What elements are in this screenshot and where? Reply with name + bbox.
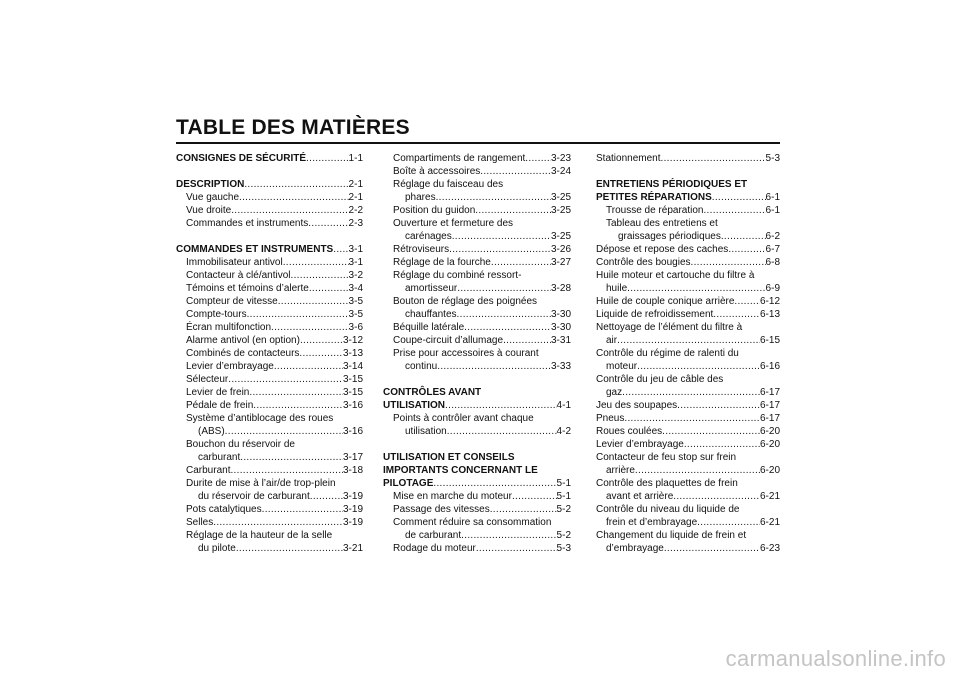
- toc-page-number: 3-1: [348, 244, 363, 255]
- toc-page-number: 5-1: [556, 491, 571, 502]
- title-rule: [176, 142, 780, 144]
- watermark: carmanualsonline.info: [725, 646, 946, 671]
- toc-entry-title: Compteur de vitesse: [186, 296, 278, 307]
- toc-entry-title: air: [606, 335, 618, 346]
- toc-dot-leader: [333, 243, 348, 256]
- toc-entry[interactable]: [176, 243, 363, 256]
- toc-page-number: 3-5: [348, 309, 363, 320]
- toc-entry[interactable]: [383, 152, 571, 165]
- toc-dot-leader: [490, 503, 557, 516]
- toc-dot-leader: [684, 438, 760, 451]
- toc-page-number: 3-31: [550, 335, 571, 346]
- toc-entry[interactable]: [176, 308, 363, 321]
- toc-page-number: 3-19: [342, 504, 363, 515]
- toc-entry-title: d’embrayage: [606, 543, 664, 554]
- toc-entry-title: Dépose et repose des caches: [596, 244, 729, 255]
- toc-page-number: 3-26: [550, 244, 571, 255]
- toc-page-number: 5-1: [556, 478, 571, 489]
- toc-entry-text-line: Contrôle du régime de ralenti du: [596, 348, 739, 359]
- toc-page-number: 3-14: [342, 361, 363, 372]
- toc-page-number: 2-2: [348, 205, 363, 216]
- toc-page-number: 6-12: [759, 296, 780, 307]
- toc-entry[interactable]: [176, 295, 363, 308]
- toc-dot-leader: [637, 360, 760, 373]
- toc-entry[interactable]: [176, 490, 363, 503]
- toc-entry[interactable]: [176, 386, 363, 399]
- toc-entry[interactable]: [176, 204, 363, 217]
- toc-entry-title: UTILISATION: [383, 400, 446, 411]
- toc-entry[interactable]: [596, 295, 780, 308]
- toc-entry-text-line: Réglage de la hauteur de la selle: [186, 530, 333, 541]
- toc-dot-leader: [244, 178, 348, 191]
- toc-entry[interactable]: [383, 529, 571, 542]
- toc-entry-title: de carburant: [405, 530, 462, 541]
- toc-page-number: 3-5: [348, 296, 363, 307]
- toc-page-number: 6-16: [759, 361, 780, 372]
- toc-entry[interactable]: [383, 477, 571, 490]
- toc-page-number: 3-30: [550, 309, 571, 320]
- toc-entry[interactable]: [176, 451, 363, 464]
- toc-entry-text-line: Changement du liquide de frein et: [596, 530, 747, 541]
- toc-dot-leader: [310, 490, 343, 503]
- toc-entry-title: Selles: [186, 517, 214, 528]
- toc-page-number: 3-28: [550, 283, 571, 294]
- toc-page-number: 3-13: [342, 348, 363, 359]
- toc-entry-title: Levier d’embrayage: [596, 439, 684, 450]
- toc-dot-leader: [239, 191, 349, 204]
- toc-dot-leader: [475, 204, 551, 217]
- toc-entry-title: Trousse de réparation: [606, 205, 704, 216]
- toc-entry[interactable]: [176, 464, 363, 477]
- toc-dot-leader: [697, 516, 760, 529]
- toc-dot-leader: [225, 425, 343, 438]
- toc-entry-title: Réglage de la fourche: [393, 257, 491, 268]
- toc-page-number: 6-1: [765, 205, 780, 216]
- toc-page-number: 3-27: [550, 257, 571, 268]
- toc-page-number: 6-23: [759, 543, 780, 554]
- toc-page-number: 5-3: [765, 153, 780, 164]
- toc-page-number: 5-2: [556, 530, 571, 541]
- toc-entry-title: Boîte à accessoires: [393, 166, 481, 177]
- toc-page-number: 3-1: [348, 257, 363, 268]
- toc-page-number: 3-12: [342, 335, 363, 346]
- toc-entry-title: frein et d’embrayage: [606, 517, 698, 528]
- toc-page-number: 3-15: [342, 387, 363, 398]
- toc-entry-text-line: Huile moteur et cartouche du filtre à: [596, 270, 755, 281]
- toc-entry-title: utilisation: [405, 426, 447, 437]
- toc-entry[interactable]: [176, 516, 363, 529]
- toc-page-number: 6-13: [759, 309, 780, 320]
- toc-entry[interactable]: [176, 256, 363, 269]
- toc-entry[interactable]: [176, 269, 363, 282]
- toc-column-1: [176, 152, 363, 555]
- toc-entry-title: amortisseur: [405, 283, 458, 294]
- toc-page-number: 3-4: [348, 283, 363, 294]
- toc-dot-leader: [712, 191, 766, 204]
- toc-page-number: 6-1: [765, 192, 780, 203]
- toc-page-number: 3-18: [342, 465, 363, 476]
- toc-page-number: 3-16: [342, 426, 363, 437]
- toc-entry[interactable]: [383, 503, 571, 516]
- toc-page-number: 2-1: [348, 192, 363, 203]
- toc-dot-leader: [274, 360, 343, 373]
- toc-entry[interactable]: [176, 178, 363, 191]
- toc-dot-leader: [447, 425, 557, 438]
- toc-entry[interactable]: [596, 191, 780, 204]
- toc-entry[interactable]: [176, 360, 363, 373]
- toc-entry[interactable]: [596, 334, 780, 347]
- toc-entry-title: carénages: [405, 231, 452, 242]
- toc-entry-title: PILOTAGE: [383, 478, 434, 489]
- toc-dot-leader: [230, 464, 343, 477]
- toc-entry[interactable]: [596, 438, 780, 451]
- toc-entry-title: Roues coulées: [596, 426, 663, 437]
- toc-entry[interactable]: [383, 191, 571, 204]
- toc-page-number: 6-21: [759, 517, 780, 528]
- toc-page-number: 5-3: [556, 543, 571, 554]
- toc-dot-leader: [271, 321, 349, 334]
- toc-dot-leader: [433, 477, 556, 490]
- toc-entry-text-line: Ouverture et fermeture des: [393, 218, 514, 229]
- toc-dot-leader: [464, 321, 551, 334]
- toc-column-2: [383, 152, 571, 555]
- toc-dot-leader: [713, 308, 760, 321]
- toc-entry[interactable]: [383, 165, 571, 178]
- toc-dot-leader: [664, 542, 760, 555]
- toc-entry[interactable]: [383, 321, 571, 334]
- toc-page-number: 3-25: [550, 205, 571, 216]
- toc-dot-leader: [476, 542, 557, 555]
- toc-dot-leader: [436, 191, 551, 204]
- toc-entry-title: graissages périodiques: [618, 231, 721, 242]
- toc-entry-text-line: Système d’antiblocage des roues: [186, 413, 334, 424]
- toc-page-number: 3-23: [550, 153, 571, 164]
- toc-page-number: 6-20: [759, 465, 780, 476]
- toc-entry-text-line: Contrôle du niveau du liquide de: [596, 504, 740, 515]
- toc-entry-title: Pédale de frein: [186, 400, 254, 411]
- toc-page-number: 3-16: [342, 400, 363, 411]
- toc-entry[interactable]: [176, 191, 363, 204]
- toc-entry-text-line: Tableau des entretiens et: [606, 218, 718, 229]
- toc-entry[interactable]: [596, 204, 780, 217]
- toc-entry[interactable]: [596, 490, 780, 503]
- toc-entry-title: Position du guidon: [393, 205, 476, 216]
- toc-entry-title: continu: [405, 361, 438, 372]
- toc-page-number: 3-30: [550, 322, 571, 333]
- toc-entry[interactable]: [176, 399, 363, 412]
- toc-dot-leader: [491, 256, 551, 269]
- page-title: TABLE DES MATIÈRES: [176, 116, 410, 139]
- toc-entry-text-line: Réglage du combiné ressort-: [393, 270, 522, 281]
- toc-page-number: 6-21: [759, 491, 780, 502]
- toc-page-number: 6-17: [759, 400, 780, 411]
- toc-entry-title: Stationnement: [596, 153, 661, 164]
- toc-entry[interactable]: [176, 542, 363, 555]
- toc-entry-text-line: Bouchon du réservoir de: [186, 439, 295, 450]
- toc-entry-title: Écran multifonction: [186, 322, 272, 333]
- toc-entry-title: Levier de frein: [186, 387, 250, 398]
- toc-entry[interactable]: [383, 308, 571, 321]
- toc-entry[interactable]: [383, 204, 571, 217]
- toc-dot-leader: [278, 295, 349, 308]
- toc-dot-leader: [452, 230, 551, 243]
- toc-entry-title: DESCRIPTION: [176, 179, 245, 190]
- toc-entry[interactable]: [596, 386, 780, 399]
- toc-entry-text-line: ENTRETIENS PÉRIODIQUES ET: [596, 179, 748, 190]
- toc-dot-leader: [300, 334, 343, 347]
- toc-dot-leader: [299, 347, 343, 360]
- toc-entry-title: Levier d’embrayage: [186, 361, 274, 372]
- toc-dot-leader: [622, 386, 760, 399]
- toc-entry[interactable]: [176, 334, 363, 347]
- toc-entry-title: Carburant: [186, 465, 231, 476]
- toc-entry[interactable]: [596, 542, 780, 555]
- toc-entry-title: (ABS): [198, 426, 225, 437]
- toc-dot-leader: [253, 399, 343, 412]
- toc-entry-title: Pneus: [596, 413, 625, 424]
- toc-page-number: 3-6: [348, 322, 363, 333]
- toc-page-number: 6-15: [759, 335, 780, 346]
- toc-entry[interactable]: [176, 425, 363, 438]
- section-spacer: [383, 438, 571, 451]
- toc-entry-title: du réservoir de carburant: [198, 491, 310, 502]
- toc-entry-title: CONSIGNES DE SÉCURITÉ: [176, 153, 307, 164]
- toc-page-number: 4-1: [556, 400, 571, 411]
- toc-entry-text-line: IMPORTANTS CONCERNANT LE: [383, 465, 538, 476]
- toc-entry-title: chauffantes: [405, 309, 457, 320]
- toc-dot-leader: [728, 243, 765, 256]
- toc-entry[interactable]: [383, 490, 571, 503]
- section-spacer: [176, 230, 363, 243]
- toc-entry-title: Pots catalytiques: [186, 504, 262, 515]
- toc-dot-leader: [449, 243, 551, 256]
- toc-page-number: 5-2: [556, 504, 571, 515]
- toc-dot-leader: [291, 269, 349, 282]
- toc-entry-text-line: Réglage du faisceau des: [393, 179, 504, 190]
- toc-page-number: 3-2: [348, 270, 363, 281]
- toc-dot-leader: [228, 373, 343, 386]
- toc-dot-leader: [673, 490, 760, 503]
- toc-dot-leader: [691, 256, 766, 269]
- toc-page-number: 2-3: [348, 218, 363, 229]
- toc-page-number: 1-1: [348, 153, 363, 164]
- toc-entry-title: Rétroviseurs: [393, 244, 450, 255]
- toc-page-number: 6-20: [759, 439, 780, 450]
- toc-page-number: 6-8: [765, 257, 780, 268]
- toc-dot-leader: [627, 282, 765, 295]
- toc-entry[interactable]: [176, 321, 363, 334]
- toc-dot-leader: [262, 503, 343, 516]
- toc-entry-text-line: Durite de mise à l’air/de trop-plein: [186, 478, 336, 489]
- toc-entry-title: Vue droite: [186, 205, 232, 216]
- toc-dot-leader: [503, 334, 551, 347]
- toc-entry[interactable]: [383, 425, 571, 438]
- toc-dot-leader: [247, 308, 349, 321]
- toc-dot-leader: [635, 464, 760, 477]
- toc-page-number: 3-24: [550, 166, 571, 177]
- toc-entry-text-line: Prise pour accessoires à courant: [393, 348, 539, 359]
- toc-page-number: 6-17: [759, 413, 780, 424]
- toc-entry-title: COMMANDES ET INSTRUMENTS: [176, 244, 334, 255]
- toc-entry[interactable]: [596, 230, 780, 243]
- toc-dot-leader: [249, 386, 343, 399]
- toc-entry-text-line: Contrôle du jeu de câble des: [596, 374, 724, 385]
- toc-entry-title: Liquide de refroidissement: [596, 309, 714, 320]
- toc-dot-leader: [231, 204, 348, 217]
- toc-entry[interactable]: [383, 360, 571, 373]
- toc-entry-title: Alarme antivol (en option): [186, 335, 300, 346]
- toc-page-number: 4-2: [556, 426, 571, 437]
- toc-page-number: 6-7: [765, 244, 780, 255]
- toc-entry-title: Compartiments de rangement: [393, 153, 526, 164]
- toc-dot-leader: [308, 217, 348, 230]
- toc-entry-title: Huile de couple conique arrière: [596, 296, 735, 307]
- toc-entry[interactable]: [176, 152, 363, 165]
- toc-page-number: 6-2: [765, 231, 780, 242]
- section-spacer: [176, 165, 363, 178]
- toc-entry-title: moteur: [606, 361, 638, 372]
- toc-dot-leader: [703, 204, 765, 217]
- toc-page-number: 3-25: [550, 231, 571, 242]
- toc-entry-title: Passage des vitesses: [393, 504, 490, 515]
- toc-entry[interactable]: [383, 230, 571, 243]
- section-spacer: [596, 165, 780, 178]
- toc-entry[interactable]: [596, 256, 780, 269]
- toc-column-3: [596, 152, 780, 555]
- toc-entry-text-line: Contacteur de feu stop sur frein: [596, 452, 737, 463]
- toc-entry-title: du pilote: [198, 543, 236, 554]
- toc-entry-title: phares: [405, 192, 436, 203]
- toc-entry[interactable]: [596, 516, 780, 529]
- toc-entry-title: huile: [606, 283, 628, 294]
- toc-page-number: 3-21: [342, 543, 363, 554]
- toc-dot-leader: [461, 529, 556, 542]
- toc-entry[interactable]: [383, 256, 571, 269]
- toc-entry-text-line: Nettoyage de l’élément du filtre à: [596, 322, 743, 333]
- toc-dot-leader: [480, 165, 551, 178]
- toc-entry-title: Rodage du moteur: [393, 543, 476, 554]
- toc-entry[interactable]: [383, 399, 571, 412]
- toc-page-number: 2-1: [348, 179, 363, 190]
- toc-entry-title: Vue gauche: [186, 192, 240, 203]
- toc-entry[interactable]: [596, 464, 780, 477]
- toc-dot-leader: [624, 412, 760, 425]
- toc-dot-leader: [721, 230, 766, 243]
- toc-entry[interactable]: [596, 425, 780, 438]
- toc-entry[interactable]: [596, 308, 780, 321]
- toc-dot-leader: [437, 360, 551, 373]
- toc-page-number: 3-19: [342, 491, 363, 502]
- toc-dot-leader: [661, 152, 766, 165]
- toc-dot-leader: [240, 451, 343, 464]
- toc-entry[interactable]: [383, 542, 571, 555]
- toc-entry[interactable]: [383, 243, 571, 256]
- toc-entry-title: Combinés de contacteurs: [186, 348, 300, 359]
- toc-entry[interactable]: [596, 282, 780, 295]
- toc-entry-title: carburant: [198, 452, 241, 463]
- toc-entry-title: Compte-tours: [186, 309, 247, 320]
- toc-dot-leader: [734, 295, 760, 308]
- toc-entry-title: Immobilisateur antivol: [186, 257, 283, 268]
- toc-entry[interactable]: [383, 334, 571, 347]
- toc-entry-title: Mise en marche du moteur: [393, 491, 512, 502]
- toc-entry[interactable]: [176, 503, 363, 516]
- toc-entry-title: PETITES RÉPARATIONS: [596, 192, 712, 203]
- toc-dot-leader: [662, 425, 760, 438]
- toc-entry-text-line: Contrôle des plaquettes de frein: [596, 478, 738, 489]
- toc-dot-leader: [283, 256, 349, 269]
- toc-entry-title: avant et arrière: [606, 491, 674, 502]
- toc-entry-text-line: UTILISATION ET CONSEILS: [383, 452, 515, 463]
- toc-dot-leader: [309, 282, 349, 295]
- toc-entry-title: gaz: [606, 387, 623, 398]
- toc-page-number: 3-17: [342, 452, 363, 463]
- toc-page-number: 6-9: [765, 283, 780, 294]
- toc-dot-leader: [236, 542, 343, 555]
- toc-page-number: 6-17: [759, 387, 780, 398]
- toc-entry[interactable]: [596, 360, 780, 373]
- toc-dot-leader: [525, 152, 551, 165]
- toc-entry[interactable]: [596, 243, 780, 256]
- toc-entry-title: Béquille latérale: [393, 322, 465, 333]
- toc-entry[interactable]: [176, 217, 363, 230]
- toc-page-number: 6-20: [759, 426, 780, 437]
- toc-dot-leader: [445, 399, 557, 412]
- toc-entry-text-line: CONTRÔLES AVANT: [383, 387, 482, 398]
- toc-page-number: 3-25: [550, 192, 571, 203]
- toc-dot-leader: [677, 399, 760, 412]
- toc-entry-title: Sélecteur: [186, 374, 229, 385]
- toc-entry-title: Témoins et témoins d’alerte: [186, 283, 309, 294]
- toc-dot-leader: [306, 152, 349, 165]
- toc-dot-leader: [213, 516, 343, 529]
- toc-entry[interactable]: [596, 412, 780, 425]
- toc-page-number: 3-15: [342, 374, 363, 385]
- toc-entry-text-line: Comment réduire sa consommation: [393, 517, 552, 528]
- toc-dot-leader: [457, 308, 551, 321]
- toc-page-number: 3-33: [550, 361, 571, 372]
- toc-dot-leader: [457, 282, 551, 295]
- toc-entry-text-line: Bouton de réglage des poignées: [393, 296, 538, 307]
- toc-entry-text-line: Points à contrôler avant chaque: [393, 413, 534, 424]
- toc-entry-title: Commandes et instruments: [186, 218, 309, 229]
- toc-page-number: 3-19: [342, 517, 363, 528]
- toc-entry-title: Contacteur à clé/antivol: [186, 270, 291, 281]
- toc-entry-title: Jeu des soupapes: [596, 400, 678, 411]
- toc-entry[interactable]: [176, 347, 363, 360]
- toc-entry-title: Contrôle des bougies: [596, 257, 691, 268]
- toc-entry-title: arrière: [606, 465, 635, 476]
- toc-dot-leader: [512, 490, 557, 503]
- toc-entry[interactable]: [176, 282, 363, 295]
- section-spacer: [383, 373, 571, 386]
- toc-entry[interactable]: [596, 399, 780, 412]
- toc-entry[interactable]: [383, 282, 571, 295]
- toc-dot-leader: [617, 334, 760, 347]
- toc-entry[interactable]: [596, 152, 780, 165]
- toc-entry-title: Coupe-circuit d’allumage: [393, 335, 504, 346]
- toc-entry[interactable]: [176, 373, 363, 386]
